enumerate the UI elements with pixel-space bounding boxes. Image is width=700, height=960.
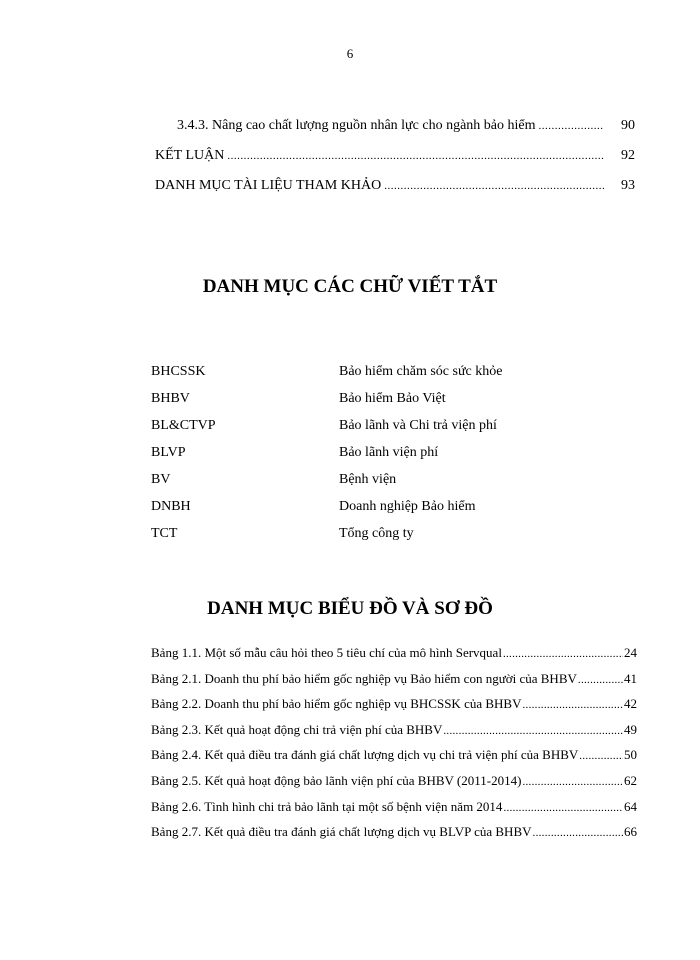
- chart-entry[interactable]: [151, 824, 637, 850]
- abbreviations-list: [151, 364, 571, 553]
- dot-leader: [522, 776, 623, 788]
- chart-entry-page: 41: [624, 670, 637, 686]
- abbreviation-code: BL&CTVP: [151, 418, 216, 433]
- abbreviation-row: [151, 526, 571, 553]
- chart-entry-label: Bảng 2.2. Doanh thu phí bảo hiểm gốc nghiệp vụ BHCSSK của BHBV: [151, 696, 522, 712]
- chart-entry-label: Bảng 1.1. Một số mẫu câu hỏi theo 5 tiêu chí của mô hình Servqual: [151, 645, 502, 660]
- dot-leader: [503, 802, 623, 814]
- chart-entry[interactable]: [151, 722, 637, 748]
- chart-entry-page: 66: [624, 824, 637, 840]
- abbreviation-row: [151, 472, 571, 499]
- dot-leader: [443, 725, 623, 737]
- abbreviation-code: BHBV: [151, 391, 190, 406]
- chart-entry[interactable]: [151, 747, 637, 773]
- chart-entry-label: Bảng 2.6. Tình hình chi trả bảo lãnh tại một số bệnh viện năm 2014: [151, 798, 503, 814]
- abbreviation-meaning: Bảo lãnh viện phí: [339, 445, 439, 460]
- dot-leader: [533, 827, 623, 839]
- chart-entry-label: Bảng 2.7. Kết quả điều tra đánh giá chất lượng dịch vụ BLVP của BHBV: [151, 824, 532, 840]
- chart-entry-page: 64: [624, 798, 637, 814]
- abbreviation-row: [151, 391, 571, 418]
- abbreviation-code: BHCSSK: [151, 364, 206, 379]
- chart-entry-label: Bảng 2.1. Doanh thu phí bảo hiểm gốc nghiệp vụ Bảo hiểm con người của BHBV: [151, 670, 577, 686]
- toc-entry[interactable]: [155, 118, 635, 148]
- abbreviation-meaning: Bệnh viện: [339, 472, 397, 487]
- abbreviation-code: BV: [151, 472, 171, 487]
- dot-leader: [227, 150, 604, 162]
- toc-entry-page: 93: [621, 178, 635, 193]
- dot-leader: [503, 648, 623, 660]
- dot-leader: [522, 699, 623, 711]
- chart-entry-label: Bảng 2.3. Kết quả hoạt động chi trả viện phí của BHBV: [151, 721, 443, 737]
- chart-entry-label: Bảng 2.4. Kết quả điều tra đánh giá chất lượng dịch vụ chi trả viện phí của BHBV: [151, 747, 579, 763]
- toc-entry-label: KẾT LUẬN: [155, 148, 225, 163]
- dot-leader: [539, 120, 605, 132]
- toc-entry-label: 3.4.3. Nâng cao chất lượng nguồn nhân lực cho ngành bảo hiểm: [177, 118, 536, 133]
- chart-entry[interactable]: [151, 696, 637, 722]
- chart-entry[interactable]: [151, 799, 637, 825]
- abbreviation-row: [151, 499, 571, 526]
- dot-leader: [578, 674, 623, 686]
- toc-entry[interactable]: [155, 178, 635, 208]
- chart-entry[interactable]: [151, 671, 637, 697]
- chart-entry-page: 24: [624, 645, 637, 660]
- page-number: 6: [346, 46, 354, 61]
- abbreviation-meaning: Tổng công ty: [339, 526, 414, 541]
- abbreviation-meaning: Bảo lãnh và Chi trả viện phí: [339, 418, 497, 433]
- abbreviation-meaning: Doanh nghiệp Bảo hiểm: [339, 499, 476, 514]
- chart-entry-label: Bảng 2.5. Kết quả hoạt động bảo lãnh viện phí của BHBV (2011-2014): [151, 772, 522, 788]
- dot-leader: [384, 180, 604, 192]
- toc-entry-page: 92: [621, 148, 635, 163]
- abbreviation-code: BLVP: [151, 445, 186, 460]
- toc-entry-label: DANH MỤC TÀI LIỆU THAM KHẢO: [155, 178, 382, 193]
- abbreviation-meaning: Bảo hiểm Bảo Việt: [339, 391, 446, 406]
- table-of-contents: [155, 118, 635, 208]
- chart-entry[interactable]: [151, 645, 637, 671]
- abbreviation-row: [151, 445, 571, 472]
- abbreviation-code: DNBH: [151, 499, 191, 514]
- charts-heading: DANH MỤC BIỂU ĐỒ VÀ SƠ ĐỒ: [207, 598, 493, 619]
- charts-list: [151, 645, 637, 850]
- toc-entry[interactable]: [155, 148, 635, 178]
- chart-entry-page: 49: [624, 721, 637, 737]
- abbreviation-code: TCT: [151, 526, 178, 541]
- abbreviation-meaning: Bảo hiểm chăm sóc sức khỏe: [339, 364, 503, 379]
- dot-leader: [579, 750, 623, 762]
- toc-entry-page: 90: [621, 118, 635, 133]
- abbreviation-row: [151, 364, 571, 391]
- chart-entry-page: 62: [624, 772, 637, 788]
- abbreviation-row: [151, 418, 571, 445]
- abbreviations-heading: DANH MỤC CÁC CHỮ VIẾT TẮT: [202, 276, 498, 297]
- chart-entry[interactable]: [151, 773, 637, 799]
- chart-entry-page: 42: [624, 696, 637, 712]
- chart-entry-page: 50: [624, 747, 637, 763]
